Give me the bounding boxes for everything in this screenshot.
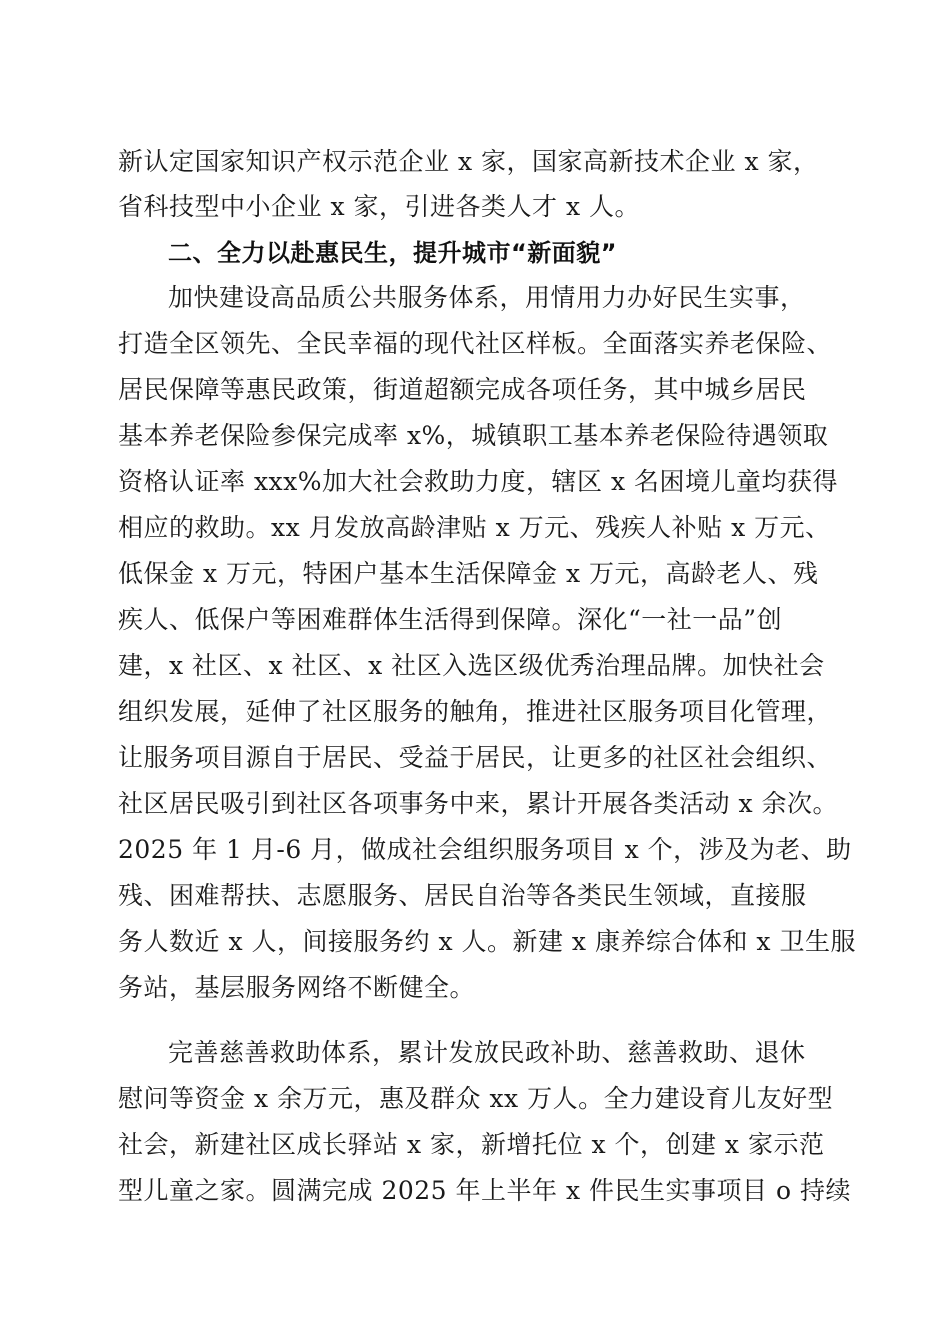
paragraph-line: 相应的救助。xx 月发放高龄津贴 x 万元、残疾人补贴 x 万元、	[118, 513, 831, 542]
paragraph-line: 疾人、低保户等困难群体生活得到保障。深化“一社一品”创	[118, 605, 783, 634]
paragraph-line: 省科技型中小企业 x 家，引进各类人才 x 人。	[118, 192, 640, 221]
paragraph-line: 务站，基层服务网络不断健全。	[118, 973, 476, 1002]
paragraph-line: 打造全区领先、全民幸福的现代社区样板。全面落实养老保险、	[118, 329, 833, 358]
paragraph-line: 完善慈善救助体系，累计发放民政补助、慈善救助、退休	[168, 1038, 806, 1067]
paragraph-line: 让服务项目源自于居民、受益于居民，让更多的社区社会组织、	[118, 743, 833, 772]
paragraph-line: 新认定国家知识产权示范企业 x 家，国家高新技术企业 x 家，	[118, 147, 819, 176]
paragraph-line: 基本养老保险参保完成率 x%，城镇职工基本养老保险待遇领取	[118, 421, 829, 450]
paragraph-line: 加快建设高品质公共服务体系，用情用力办好民生实事，	[168, 283, 806, 312]
paragraph-line: 组织发展，延伸了社区服务的触角，推进社区服务项目化管理，	[118, 697, 833, 726]
paragraph-line: 建，x 社区、x 社区、x 社区入选区级优秀治理品牌。加快社会	[118, 651, 825, 680]
paragraph-line: 慰问等资金 x 余万元，惠及群众 xx 万人。全力建设育儿友好型	[118, 1084, 834, 1113]
paragraph-line: 残、困难帮扶、志愿服务、居民自治等各类民生领域，直接服	[118, 881, 807, 910]
paragraph-line: 务人数近 x 人，间接服务约 x 人。新建 x 康养综合体和 x 卫生服	[118, 927, 856, 956]
paragraph-line: 资格认证率 xxx%加大社会救助力度，辖区 x 名困境儿童均获得	[118, 467, 838, 496]
paragraph-line: 社会，新建社区成长驿站 x 家，新增托位 x 个，创建 x 家示范	[118, 1130, 825, 1159]
paragraph-line: 2025 年 1 月-6 月，做成社会组织服务项目 x 个，涉及为老、助	[118, 835, 852, 864]
paragraph-line: 低保金 x 万元，特困户基本生活保障金 x 万元，高龄老人、残	[118, 559, 819, 588]
paragraph-line: 社区居民吸引到社区各项事务中来，累计开展各类活动 x 余次。	[118, 789, 838, 818]
paragraph-line: 型儿童之家。圆满完成 2025 年上半年 x 件民生实事项目 o 持续	[118, 1176, 851, 1205]
paragraph-line: 居民保障等惠民政策，街道超额完成各项任务，其中城乡居民	[118, 375, 807, 404]
section-heading: 二、全力以赴惠民生，提升城市“新面貌”	[168, 239, 618, 267]
